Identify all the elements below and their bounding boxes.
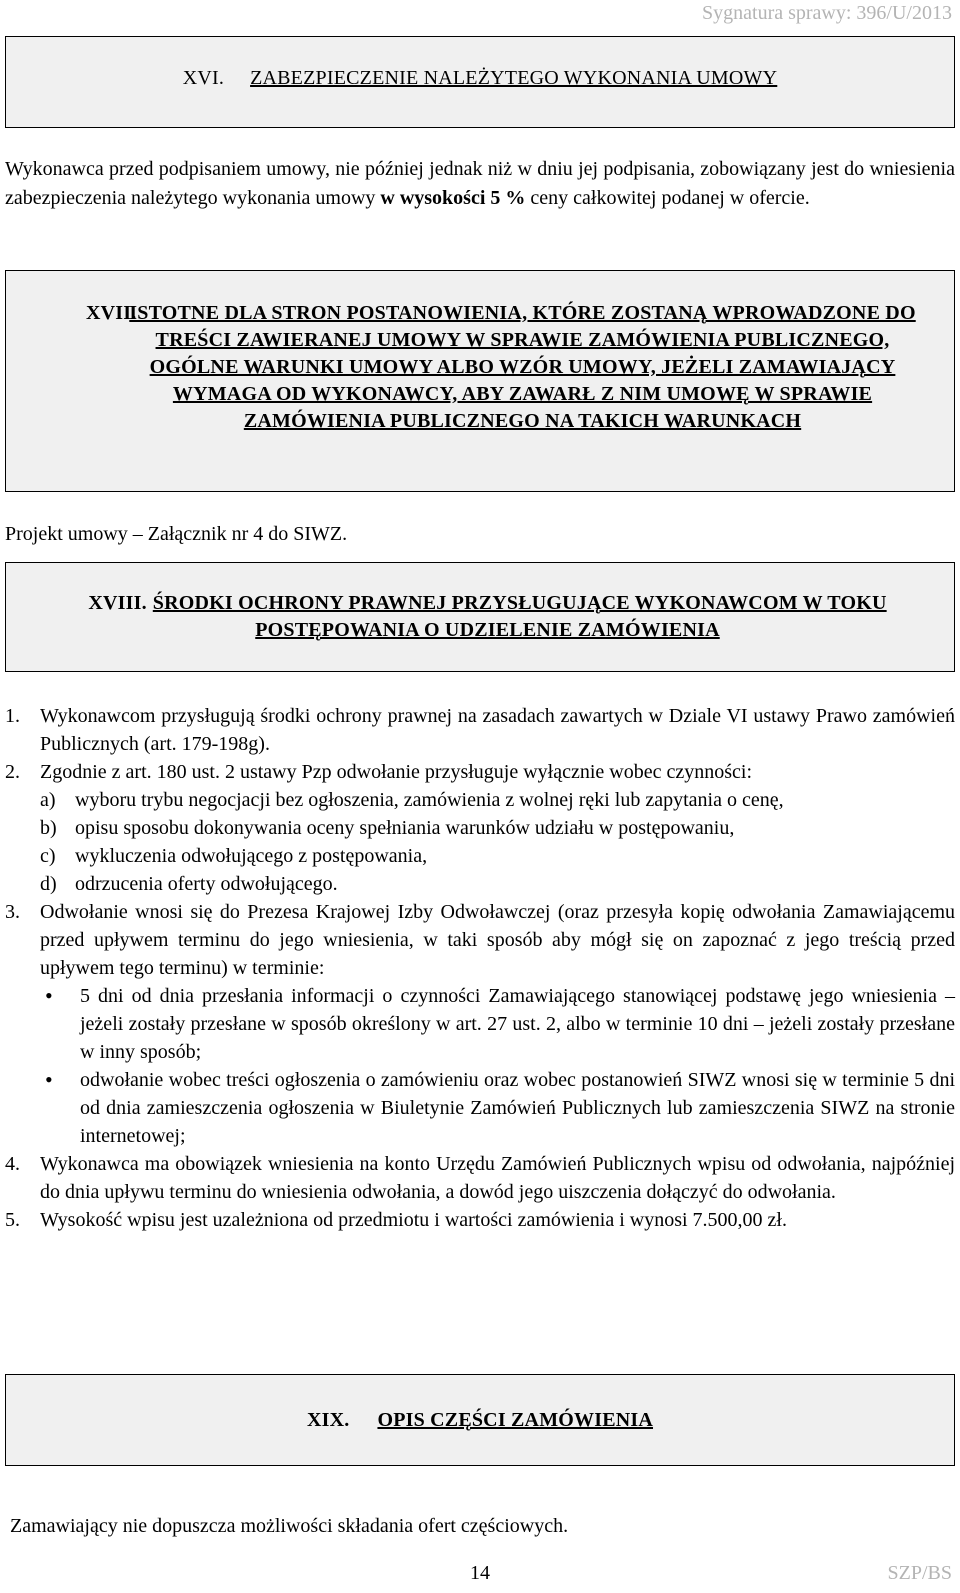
bullet-text: 5 dni od dnia przesłania informacji o czynności Zamawiającego stanowiącej podstawę jego wniesienia – jeżeli zostały przesłane w sposób określony w art. 27 ust. 2, albo w terminie 10 dni – jeżeli zostały przesłane w inny sposób; — [80, 985, 955, 1063]
sub-marker: c) — [40, 845, 56, 867]
list-marker: 4. — [5, 1153, 20, 1175]
sub-text: opisu sposobu dokonywania oceny spełniania warunków udziału w postępowaniu, — [75, 817, 735, 839]
list-marker: 3. — [5, 901, 20, 923]
list-text: Wykonawca ma obowiązek wniesienia na konto Urzędu Zamówień Publicznych wpisu od odwołania, najpóźniej do dnia upływu terminu do wniesienia odwołania, a dowód jego uiszczenia dołączyć do odwołania. — [40, 1153, 955, 1203]
text-bold: w wysokości 5 % — [380, 187, 526, 209]
section-xix-header — [5, 1374, 955, 1466]
bullet-icon: • — [45, 983, 53, 1008]
list-marker: 5. — [5, 1209, 20, 1231]
list-item — [5, 1206, 955, 1234]
section-number: XIX. — [306, 1409, 350, 1431]
list-item — [5, 898, 955, 982]
list-item — [5, 702, 955, 758]
section-number: XVI. — [182, 67, 225, 89]
section-xvii-text: Projekt umowy – Załącznik nr 4 do SIWZ. — [5, 523, 348, 545]
text-part: ceny całkowitej podanej w ofercie. — [525, 187, 810, 209]
section-xviii-list — [5, 702, 955, 1234]
list-marker: 2. — [5, 761, 20, 783]
section-title: OPIS CZĘŚCI ZAMÓWIENIA — [377, 1409, 654, 1431]
list-text: Wysokość wpisu jest uzależniona od przedmiotu i wartości zamówienia i wynosi 7.500,00 zł. — [40, 1209, 787, 1231]
section-title: ŚRODKI OCHRONY PRAWNEJ PRZYSŁUGUJĄCE WYKONAWCOM W TOKU POSTĘPOWANIA O UDZIELENIE ZAMÓWIENIA — [152, 592, 887, 641]
bullet-item — [5, 1066, 955, 1150]
bullet-text: odwołanie wobec treści ogłoszenia o zamówieniu oraz wobec postanowień SIWZ wnosi się w terminie 5 dni od dnia zamieszczenia ogłoszenia w Biuletynie Zamówień Publicznych lub zamieszczenia SIWZ na stronie internetowej; — [80, 1069, 955, 1147]
sub-marker: d) — [40, 873, 57, 895]
section-xvii-header — [5, 270, 955, 492]
section-xvi-header — [5, 36, 955, 128]
list-marker: 1. — [5, 705, 20, 727]
section-title: ZABEZPIECZENIE NALEŻYTEGO WYKONANIA UMOWY — [250, 67, 778, 89]
list-text: Zgodnie z art. 180 ust. 2 ustawy Pzp odwołanie przysługuje wyłącznie wobec czynności: — [40, 761, 753, 783]
list-text: Wykonawcom przysługują środki ochrony prawnej na zasadach zawartych w Dziale VI ustawy Prawo zamówień Publicznych (art. 179-198g). — [40, 705, 955, 755]
list-item — [5, 1150, 955, 1206]
sub-item — [5, 814, 955, 842]
sub-text: wyboru trybu negocjacji bez ogłoszenia, zamówienia z wolnej ręki lub zapytania o cenę, — [75, 789, 784, 811]
text-part: Wykonawca przed podpisaniem umowy, nie później jednak niż w dniu jej podpisania, zobowiązany jest do wniesienia zabezpieczenia należytego wykonania umowy — [5, 158, 955, 209]
section-title: ISTOTNE DLA STRON POSTANOWIENIA, KTÓRE ZOSTANĄ WPROWADZONE DO TREŚCI ZAWIERANEJ UMOWY W SPRAWIE ZAMÓWIENIA PUBLICZNEGO, OGÓLNE WARUNKI UMOWY ALBO WZÓR UMOWY, JEŻELI ZAMAWIAJĄCY WYMAGA OD WYKONAWCY, ABY ZAWARŁ Z NIM UMOWĘ W SPRAWIE ZAMÓWIENIA PUBLICZNEGO NA TAKICH WARUNKACH — [129, 302, 916, 432]
section-number: XVIII. — [88, 592, 147, 614]
page-number: 14 — [470, 1562, 490, 1584]
sub-text: wykluczenia odwołującego z postępowania, — [75, 845, 428, 867]
sub-text: odrzucenia oferty odwołującego. — [75, 873, 338, 895]
sub-marker: a) — [40, 789, 56, 811]
footer-org: SZP/BS — [887, 1562, 952, 1584]
case-signature: Sygnatura sprawy: 396/U/2013 — [702, 2, 952, 24]
sub-item — [5, 786, 955, 814]
section-xix-text: Zamawiający nie dopuszcza możliwości składania ofert częściowych. — [10, 1515, 569, 1537]
section-number: XVII. — [86, 302, 137, 324]
sub-item — [5, 842, 955, 870]
bullet-icon: • — [45, 1067, 53, 1092]
section-xviii-header — [5, 562, 955, 672]
list-text: Odwołanie wnosi się do Prezesa Krajowej Izby Odwoławczej (oraz przesyła kopię odwołania Zamawiającemu przed upływem terminu do jego wniesienia, w taki sposób aby mógł się on zapoznać z jego treścią przed upływem tego terminu) w terminie: — [40, 901, 955, 979]
bullet-item — [5, 982, 955, 1066]
section-xvi-text — [5, 155, 955, 213]
list-item — [5, 758, 955, 786]
sub-marker: b) — [40, 817, 57, 839]
sub-item — [5, 870, 955, 898]
